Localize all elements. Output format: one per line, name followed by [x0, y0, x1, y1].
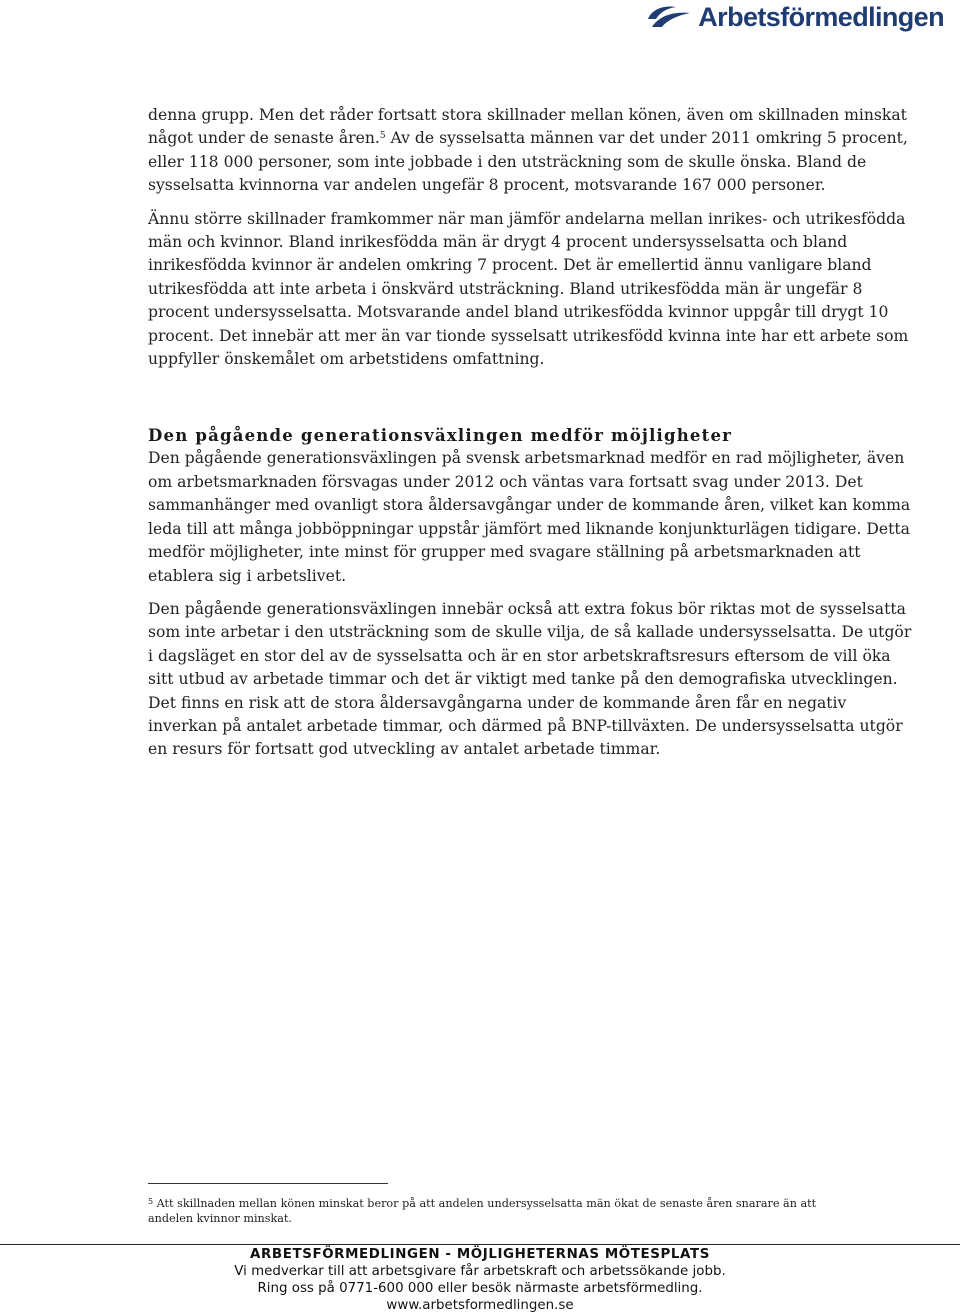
footnote-text: Att skillnaden mellan könen minskat beror på att andelen undersysselsatta män ökat de senaste åren snarare än att andelen kvinnor minskat. — [148, 1197, 817, 1225]
footer-tagline: Vi medverkar till att arbetsgivare får arbetskraft och arbetssökande jobb. — [234, 1264, 726, 1279]
page-footer — [0, 1246, 960, 1314]
paragraph: Den pågående generationsväxlingen innebär också att extra fokus bör riktas mot de sysselsatta som inte arbetar i den utsträckning som de skulle vilja, de så kallade undersysselsatta. De utgör i dagsläget en stor del av de sysselsatta och är en stor arbetskraftsresurs eftersom de vill öka sitt utbud av arbetade timmar och det är viktigt med tanke på den demografiska utvecklingen. Det finns en risk att de stora åldersavgångarna under de kommande åren får en negativ inverkan på antalet arbetade timmar, och därmed på BNP-tillväxten. De undersysselsatta utgör en resurs för fortsatt god utveckling av antalet arbetade timmar. — [148, 599, 912, 759]
arbetsformedlingen-logo-icon — [646, 3, 692, 33]
footer-contact: Ring oss på 0771-600 000 eller besök närmaste arbetsförmedling. — [257, 1281, 703, 1296]
footer-website: www.arbetsformedlingen.se — [386, 1298, 574, 1313]
logo-text: Arbetsförmedlingen — [698, 2, 944, 32]
paragraph: Ännu större skillnader framkommer när man jämför andelarna mellan inrikes- och utrikesfödda män och kvinnor. Bland inrikesfödda män är drygt 4 procent undersysselsatta och bland inrikesfödda kvinnor är andelen omkring 7 procent. Det är emellertid ännu vanligare bland utrikesfödda att inte arbeta i önskvärd utsträckning. Bland utrikesfödda män är ungefär 8 procent undersysselsatta. Motsvarande andel bland utrikesfödda kvinnor uppgår till drygt 10 procent. Det innebär att mer än var tionde sysselsatt utrikesfödd kvinna inte har ett arbete som uppfyller önskemålet om arbetstidens omfattning. — [148, 209, 909, 369]
document-body — [148, 104, 912, 772]
paragraph — [148, 104, 912, 198]
arbetsformedlingen-logo — [646, 2, 944, 33]
section-heading: Den pågående generationsväxlingen medför möjligheter — [148, 426, 733, 446]
paragraph-text: Av de sysselsatta männen var det under 2011 omkring 5 procent, eller 118 000 personer, som inte jobbade i den utsträckning som de skulle önska. Bland de sysselsatta kvinnorna var andelen ungefär 8 procent, motsvarande 167 000 personer. — [148, 129, 908, 195]
footnote-reference: 5 — [379, 131, 386, 142]
footnote — [148, 1194, 828, 1226]
footer-divider — [0, 1244, 960, 1245]
paragraph: Den pågående generationsväxlingen på svensk arbetsmarknad medför en rad möjligheter, även om arbetsmarknaden försvagas under 2012 och väntas vara fortsatt svag under 2013. Det sammanhänger med ovanligt stora åldersavgångar under de kommande åren, vilket kan komma leda till att många jobböppningar uppstår jämfört med liknande konjunkturlägen tidigare. Detta medför möjligheter, inte minst för grupper med svagare ställning på arbetsmarknaden att etablera sig i arbetslivet. — [148, 449, 911, 585]
paragraph-text: denna grupp. Men det råder fortsatt stora skillnader mellan könen, även om skillnaden minskat något under de senaste åren. — [148, 106, 907, 148]
footer-company: ARBETSFÖRMEDLINGEN - MÖJLIGHETERNAS MÖTESPLATS — [250, 1247, 710, 1262]
footnote-number: 5 — [148, 1197, 154, 1206]
footnote-divider — [148, 1183, 388, 1184]
